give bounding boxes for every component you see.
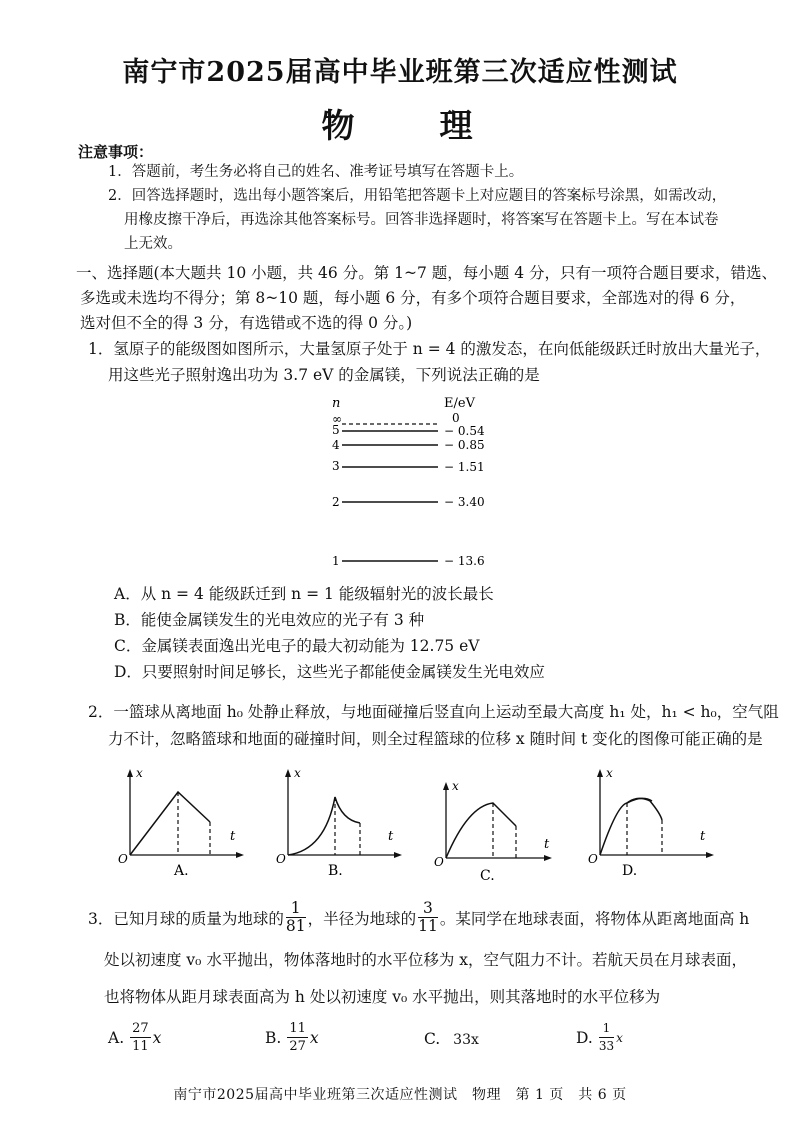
graph-label: A. [174,863,189,879]
x-axis-label: t [700,829,706,844]
question-2-stem: 2．一篮球从离地面 h₀ 处静止释放，与地面碰撞后竖直向上运动至最大高度 h₁ 处，h₁ < h₀，空气阻 [88,703,779,721]
graph-a [112,765,247,880]
curve [627,798,662,820]
note-item: 用橡皮擦干净后，再选涂其他答案标号。回答非选择题时，将答案写在答题卡上。写在本试卷 [124,212,719,228]
q1-option-d: D．只要照射时间足够长，这些光子都能使金属镁发生光电效应 [114,663,545,681]
denominator: 33 [598,1039,615,1053]
subject-title: 物 理 [321,106,499,145]
graph-b [270,765,405,880]
q3-option-a [108,1020,161,1055]
y-axis-label: x [452,779,459,793]
y-axis-label: x [606,766,613,780]
q3-option-b [265,1020,319,1055]
level-n: 4 [332,438,340,452]
note-item: 1．答题前，考生务必将自己的姓名、准考证号填写在答题卡上。 [108,164,524,180]
q1-option-a: A．从 n = 4 能级跃迁到 n = 1 能级辐射光的波长最长 [114,585,494,603]
q3-option-d [576,1020,623,1055]
numerator: 1 [599,1020,614,1038]
level-n: 1 [332,554,340,568]
exam-title: 南宁市2025届高中毕业班第三次适应性测试 [122,57,678,88]
note-item: 上无效。 [124,236,182,252]
level-energy: 0 [452,411,460,425]
origin-label: O [588,852,598,866]
note-item: 2．回答选择题时，选出每小题答案后，用铅笔把答题卡上对应题目的答案标号涂黑，如需改动， [108,188,727,204]
denominator: 11 [132,1039,149,1054]
origin-label: O [434,855,444,869]
denominator: 81 [285,917,306,935]
question-3-stem: 也将物体从距月球表面高为 h 处以初速度 v₀ 水平抛出，则其落地时的水平位移为 [104,988,661,1006]
denominator: 11 [418,917,438,935]
level-energy: − 0.85 [444,438,485,452]
q1-option-b: B．能使金属镁发生的光电效应的光子有 3 种 [114,611,425,629]
n-axis-label: n [332,396,341,411]
e-axis-label: E/eV [444,396,475,411]
fraction [599,1020,614,1055]
fraction [418,900,438,935]
level-energy: − 1.51 [444,460,485,474]
graph-d [582,765,717,880]
q3-text: 3．已知月球的质量为地球的 [88,909,284,928]
y-axis-label: x [294,766,301,780]
section-instructions: 选对但不全的得 3 分，有选错或不选的得 0 分。) [80,314,413,332]
numerator: 11 [289,1021,306,1036]
level-energy: − 0.54 [444,424,485,438]
fraction [287,1020,308,1055]
option-value: 33x [453,1032,479,1048]
graph-label: B. [328,863,343,879]
curve [600,798,652,855]
page-footer: 南宁市2025届高中毕业班第三次适应性测试 物理 第 1 页 共 6 页 [173,1087,627,1103]
q3-option-c [424,1030,479,1048]
section-instructions: 多选或未选均不得分；第 8~10 题，每小题 6 分，有多个项符合题目要求，全部选对的得 6 分， [80,289,746,307]
x-axis-label: t [230,829,236,844]
graph-label: C. [480,868,495,884]
option-label: C. [424,1030,441,1048]
numerator: 1 [286,900,306,918]
fraction [286,900,306,935]
variable: x [152,1028,162,1047]
origin-label: O [118,852,128,866]
variable: x [309,1028,319,1047]
notes-heading: 注意事项： [78,143,154,161]
level-energy: − 3.40 [444,495,485,509]
x-axis-label: t [544,837,550,852]
fraction [130,1020,151,1055]
question-3-stem [88,900,749,935]
level-n: 3 [332,459,340,473]
q1-option-c: C．金属镁表面逸出光电子的最大初动能为 12.75 eV [114,637,480,655]
graph-label: D. [622,863,638,879]
q3-text: ，半径为地球的 [307,909,417,928]
numerator: 27 [132,1021,149,1036]
level-energy: − 13.6 [444,554,485,568]
level-n: 2 [332,495,340,509]
question-1-stem: 1．氢原子的能级图如图所示，大量氢原子处于 n = 4 的激发态，在向低能级跃迁时放出大量光子， [88,340,771,358]
option-label: A. [108,1028,125,1047]
curve [130,792,210,855]
numerator: 3 [418,900,438,918]
x-axis-label: t [388,829,394,844]
question-2-stem: 力不计，忽略篮球和地面的碰撞时间，则全过程篮球的位移 x 随时间 t 变化的图像可能正确的是 [108,730,763,748]
option-label: D. [576,1028,593,1047]
energy-level-diagram [320,392,510,572]
curve [446,803,516,858]
graph-c [428,778,563,893]
option-label: B. [265,1028,282,1047]
question-1-stem: 用这些光子照射逸出功为 3.7 eV 的金属镁，下列说法正确的是 [108,366,540,384]
denominator: 27 [289,1039,306,1054]
level-n: ∞ [332,412,342,426]
variable: x [616,1030,623,1045]
level-n: 5 [332,423,340,437]
curve [288,797,360,855]
section-instructions: 一、选择题(本大题共 10 小题，共 46 分。第 1~7 题，每小题 4 分，只有一项符合题目要求，错选、 [76,264,777,282]
q3-text: 。某同学在地球表面，将物体从距离地面高 h [439,909,750,928]
question-3-stem: 处以初速度 v₀ 水平抛出，物体落地时的水平位移为 x，空气阻力不计。若航天员在月球表面， [104,951,747,969]
y-axis-label: x [136,766,143,780]
origin-label: O [276,852,286,866]
